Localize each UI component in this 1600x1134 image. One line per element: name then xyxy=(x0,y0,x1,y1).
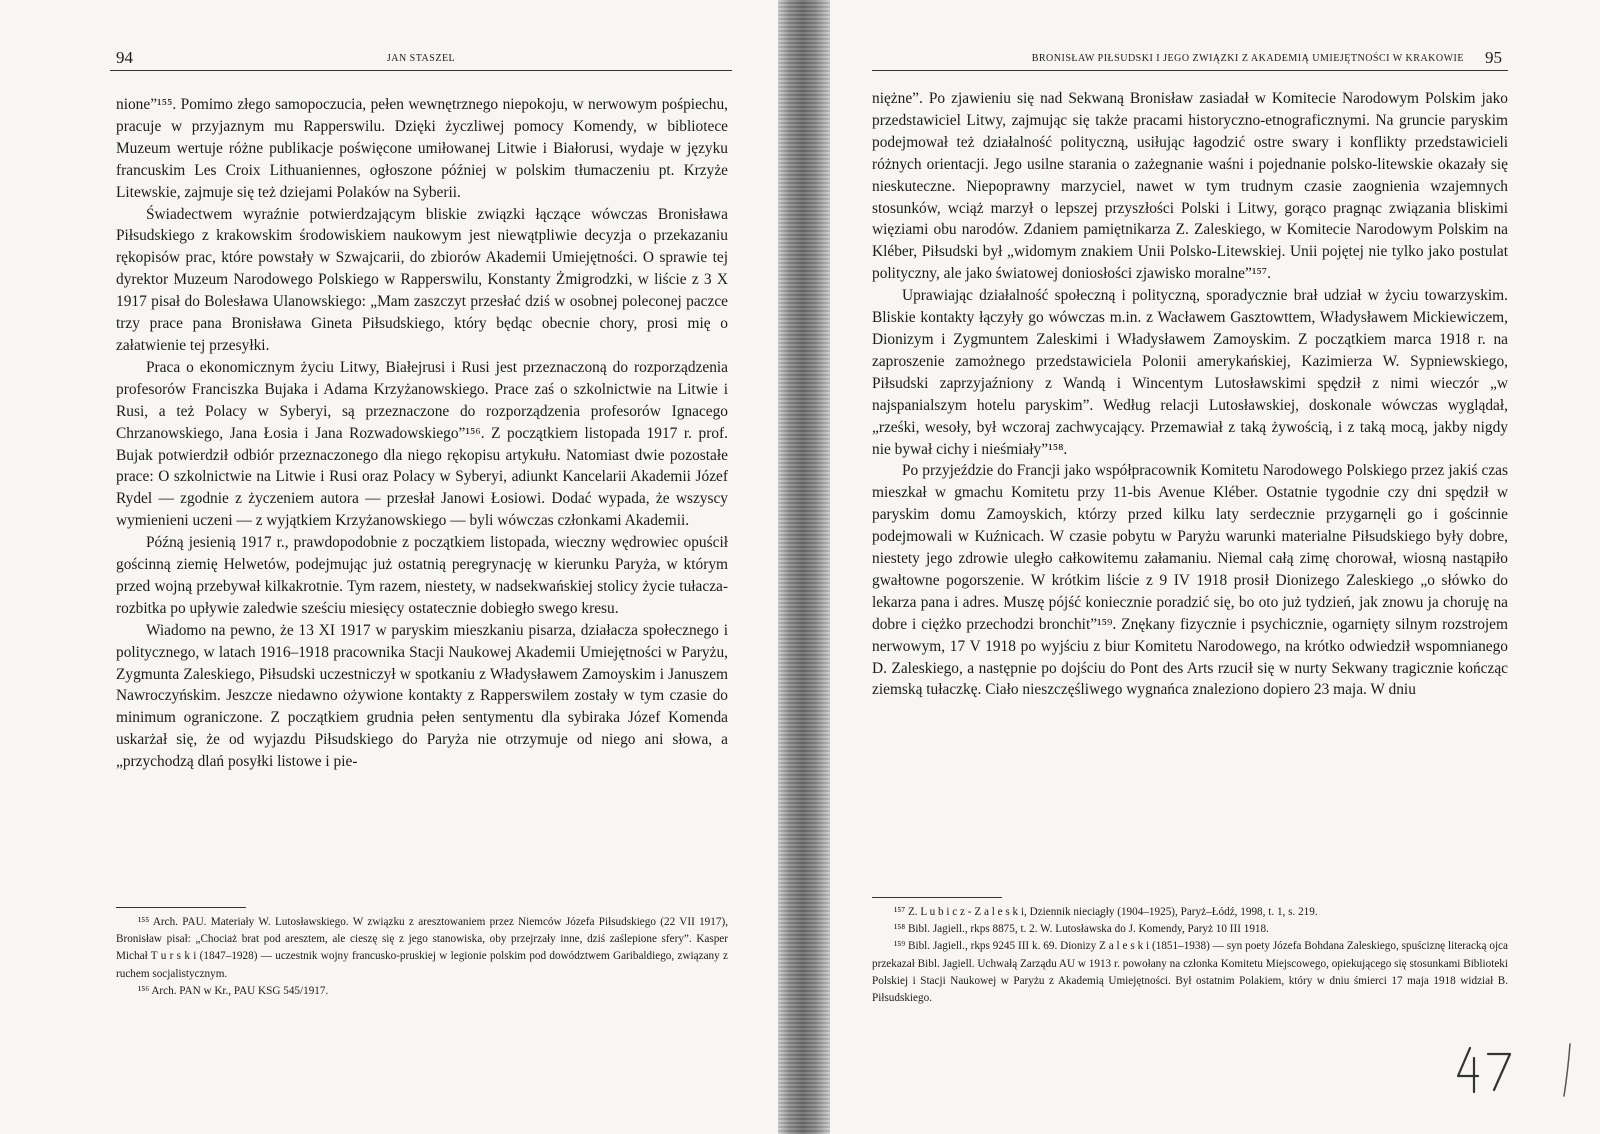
right-running-title: BRONISŁAW PIŁSUDSKI I JEGO ZWIĄZKI Z AKADEMIĄ UMIEJĘTNOŚCI W KRAKOWIE xyxy=(1031,53,1464,64)
right-running-head xyxy=(872,48,1508,71)
right-paragraph-2: Uprawiając działalność społeczną i polityczną, sporadycznie brał udział w życiu towarzyskim. Bliskie kontakty łączyły go wówczas m.in. z Wacławem Gasztowttem, Władysławem Mickiewiczem, Dionizym i Zygmuntem Zaleskimi i Władysławem Zamoyskim. Z początkiem marca 1918 r. na zaproszenie zamożnego przedstawiciela Polonii amerykańskiej, Kazimierza W. Sypniewskiego, Piłsudski zaprzyjaźniony z Wandą i Wincentym Lutosławskimi spędził z nimi wieczór „w najspanialszym hotelu paryskim”. Według relacji Lutosławskiej, doskonale wówczas wyglądał, „rześki, wesoły, był wczoraj zachwycający. Przemawiał z taką żywością, i z taką mocą, jakby nigdy nie bywał cichy i nieśmiały”¹⁵⁸. xyxy=(872,287,1508,458)
left-paragraph-1: nione”¹⁵⁵. Pomimo złego samopoczucia, pełen wewnętrznego niepokoju, w nerwowym pośpiechu, pracuje w przyjaznym mu Rapperswilu. Dzięki życzliwej pomocy Komendy, w bibliotece Muzeum wertuje różne publikacje poświęcone umiłowanej Litwie i Białorusi, wydaje w języku francuskim Les Croix Lithuaniennes, ogłoszone później w polskim tłumaczeniu pt. Krzyże Litewskie, zajmuje się też dziejami Polaków na Syberii. xyxy=(116,96,728,201)
left-footnotes xyxy=(116,907,728,1000)
right-page xyxy=(830,0,1600,1134)
handwritten-page-mark xyxy=(1440,1040,1590,1100)
book-gutter xyxy=(778,0,830,1134)
footnote-157: ¹⁵⁷ Z. L u b i c z - Z a l e s k i, Dziennik niecia̧gły (1904–1925), Paryż–Łódź, 1998, t. 1, s. 219. xyxy=(894,906,1318,918)
right-page-number: 95 xyxy=(1485,48,1502,67)
left-paragraph-4: Późną jesienią 1917 r., prawdopodobnie z początkiem listopada, wieczny wędrowiec opuścił gościnną ziemię Helwetów, podejmując już ostatnią peregrynację w kierunku Paryża, w którym przed wojną przebywał kilkakrotnie. Tym razem, niestety, w nadsekwańskiej stolicy życie tułacza-rozbitka po upływie zaledwie sześciu miesięcy ostatecznie dobiegło swego kresu. xyxy=(116,534,728,617)
right-paragraph-3: Po przyjeździe do Francji jako współpracownik Komitetu Narodowego Polskiego przez jakiś czas mieszkał w gmachu Komitetu przy 11-bis Avenue Kléber. Ostatnie tygodnie czy dni spędził w paryskim domu Zamoyskich, którzy przed kilku laty serdecznie przygarnęli go i gościnnie podejmowali w Kuźnicach. W czasie pobytu w Paryżu warunki materialne Piłsudskiego były dobre, niestety jego zdrowie uległo całkowitemu załamaniu. Niemal całą zimę chorował, wiosną nastąpiło gwałtowne pogorszenie. W krótkim liście z 9 IV 1918 prosił Dionizego Zaleskiego „o słówko do lekarza pana i adres. Muszę pójść koniecznie poradzić się, bo oto już tydzień, jak znowu ja choruję na dobre i ciężko przechodzi bronchit”¹⁵⁹. Znękany fizycznie i psychicznie, ogarnięty silnym rozstrojem nerwowym, 17 V 1918 po wyjściu z biur Komitetu Narodowego, na krótko odwiedził wspomnianego D. Zaleskiego, a następnie po dojściu do Pont des Arts rzucił się w nurty Sekwany tragicznie kończąc ziemską tułaczkę. Ciało nieszczęśliwego wygnańca znaleziono dopiero 23 maja. W dniu xyxy=(872,462,1508,699)
right-footnotes xyxy=(872,897,1508,1007)
left-footnote-rule xyxy=(116,907,246,908)
left-running-head xyxy=(110,48,732,71)
left-page-number: 94 xyxy=(116,48,133,67)
footnote-158: ¹⁵⁸ Bibl. Jagiell., rkps 8875, t. 2. W. Lutosławska do J. Komendy, Paryż 10 III 1918. xyxy=(894,923,1269,936)
footnote-156: ¹⁵⁶ Arch. PAN w Kr., PAU KSG 545/1917. xyxy=(138,984,329,997)
right-paragraph-1: niężne”. Po zjawieniu się nad Sekwaną Bronisław zasiadał w Komitecie Narodowym Polskim jako przedstawiciel Litwy, zajmując się także pracami historyczno-etnograficznymi. Na gruncie paryskim podejmował też działalność polityczną, usiłując łagodzić ostre swary i konflikty przedstawicieli różnych orientacji. Jego usilne starania o zażegnanie waśni i pojednanie polsko-litewskie okazały się nieskuteczne. Niepoprawny marzyciel, nawet w tym trudnym czasie zaognienia wzajemnych stosunków, wciąż marzył o lepszej przyszłości Polski i Litwy, gorąco pragnąc związania bliskimi więziami obu narodów. Zdaniem pamiętnikarza Z. Zaleskiego, w Komitecie Narodowym Polskim na Kléber, Piłsudski był „widomym znakiem Unii Polsko-Litewskiej. Unii pojętej nie tylko jako postulat polityczny, ale jako światowej doniosłości zjawisko moralne”¹⁵⁷. xyxy=(872,90,1508,283)
right-footnote-rule xyxy=(872,897,1002,898)
footnote-159: ¹⁵⁹ Bibl. Jagiell., rkps 9245 III k. 69. Dionizy Z a l e s k i (1851–1938) — syn poety Józefa Bohdana Zaleskiego, spuściznę literacką ojca przekazał Bibl. Jagiell. Uchwałą Zarządu AU w 1913 r. powołany na członka Komitetu Miejscowego, opiekującego się stosunkami Biblioteki Polskiej i Stacji Naukowej w Paryżu z Akademią Umiejętności. Był ostatnim Polakiem, który w dniu śmierci 17 maja 1918 widział B. Piłsudskiego. xyxy=(872,940,1508,1005)
left-body-text xyxy=(116,94,728,773)
right-body-text xyxy=(872,88,1508,701)
left-paragraph-3: Praca o ekonomicznym życiu Litwy, Białejrusi i Rusi jest przeznaczoną do rozporządzenia profesorów Franciszka Bujaka i Adama Krzyżanowskiego. Prace zaś o szkolnictwie na Litwie i Rusi, a też Polacy w Syberyi, są przeznaczone do rozporządzenia profesorów Ignacego Chrzanowskiego, Jana Łosia i Jana Rozwadowskiego”¹⁵⁶. Z początkiem listopada 1917 r. prof. Bujak potwierdził odbiór przeznaczonego dla niego rękopisu artykułu. Natomiast dwie pozostałe prace: O szkolnictwie na Litwie i Rusi oraz Polacy w Syberyi, adiunkt Kancelarii Akademii Józef Rydel — zgodnie z życzeniem autora — przesłał Janowi Łosiowi. Dodać wypada, że wszyscy wymienieni uczeni — z wyjątkiem Krzyżanowskiego — byli wówczas członkami Akademii. xyxy=(116,358,728,530)
left-page xyxy=(0,0,778,1134)
footnote-155: ¹⁵⁵ Arch. PAU. Materiały W. Lutosławskiego. W związku z aresztowaniem przez Niemców Józefa Piłsudskiego (22 VII 1917), Bronisław pisał: „Chociaż brat pod aresztem, ale cieszę się z jego stanowiska, oby przejrzały inne, dziś zaślepione sfery”. Kasper Michał T u r s k i (1847–1928) — uczestnik wojny francusko-pruskiej w legionie polskim pod dowództwem Garibaldiego, związany z ruchem socjalistycznym. xyxy=(116,916,728,980)
left-paragraph-2: Świadectwem wyraźnie potwierdzającym bliskie związki łączące wówczas Bronisława Piłsudskiego z krakowskim środowiskiem naukowym jest niewątpliwie decyzja o przekazaniu rękopisów prac, które powstały w Szwajcarii, do zbiorów Akademii Umiejętności. O sprawie tej dyrektor Muzeum Narodowego Polskiego w Rapperswilu, Konstanty Żmigrodzki, w liście z 3 X 1917 pisał do Bolesława Ulanowskiego: „Mam zaszczyt przesłać dziś w osobnej poleconej paczce trzy prace pana Bronisława Gineta Piłsudskiego, który będąc obecnie chory, prosi mię o załatwienie tej przesyłki. xyxy=(116,205,728,354)
left-running-title: JAN STASZEL xyxy=(386,53,456,64)
left-paragraph-5: Wiadomo na pewno, że 13 XI 1917 w paryskim mieszkaniu pisarza, działacza społecznego i politycznego, w latach 1916–1918 pracownika Stacji Naukowej Akademii Umiejętności w Paryżu, Zygmunta Zaleskiego, Piłsudski uczestniczył w spotkaniu z Władysławem Zamoyskim i Januszem Nawroczyńskim. Jeszcze niedawno ożywione kontakty z Rapperswilem zostały w tym czasie do minimum ograniczone. Z początkiem grudnia pełen sentymentu dla sybiraka Józef Komenda uskarżał się, że od wyjazdu Piłsudskiego do Paryża nie otrzymuje od niego ani słowa, a „przychodzą dlań posyłki listowe i pie- xyxy=(116,621,728,771)
